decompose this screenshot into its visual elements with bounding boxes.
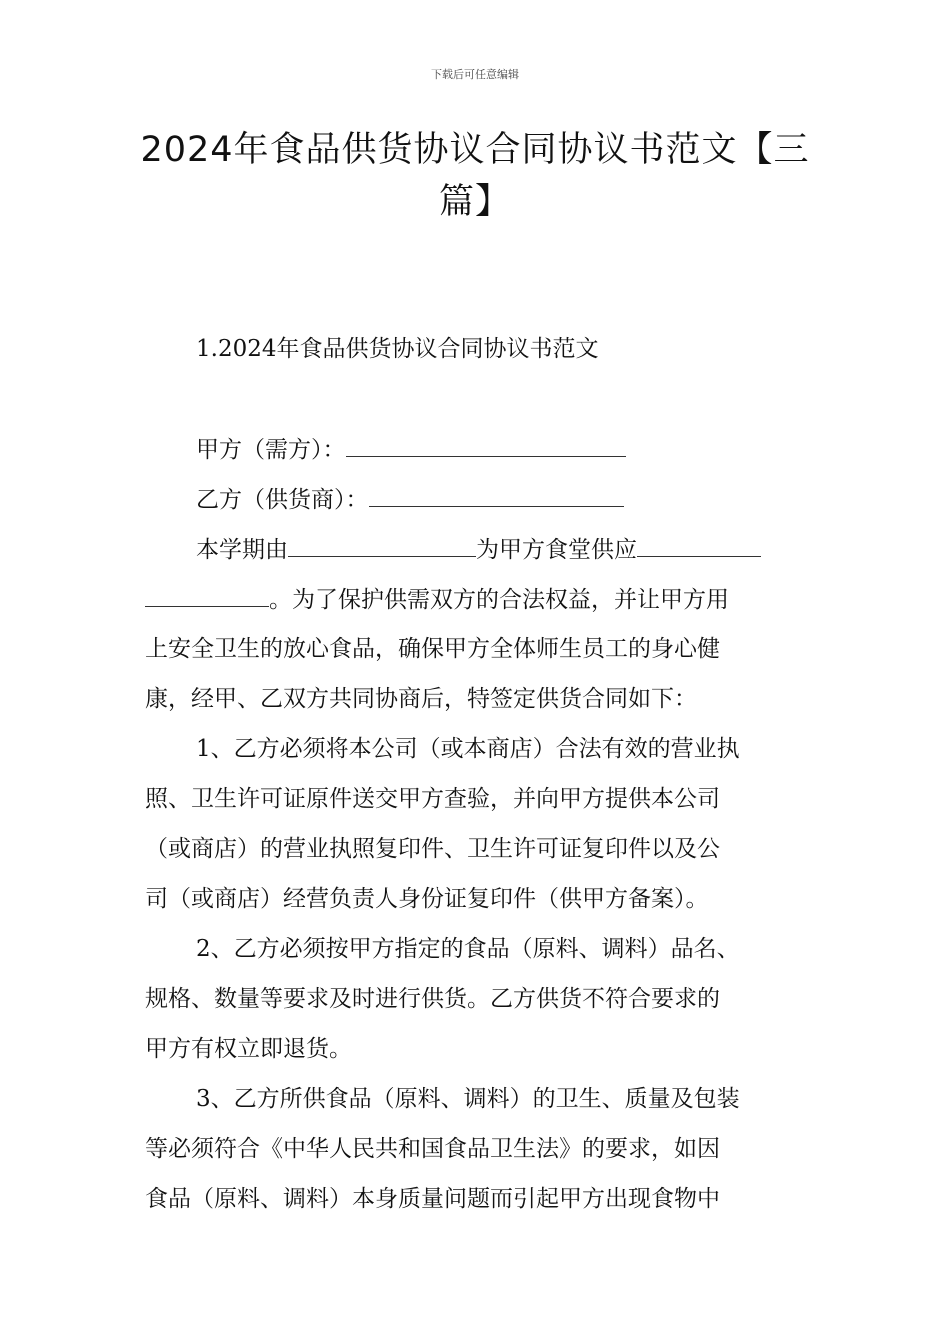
party-a-label: 甲方（需方）： bbox=[196, 437, 346, 463]
goods-blank-2 bbox=[145, 584, 269, 607]
supplier-blank bbox=[288, 534, 476, 557]
body-line-3: 康，经甲、乙双方共同协商后，特签定供货合同如下： bbox=[145, 686, 697, 712]
clause-1-line-4: 司（或商店）经营负责人身份证复印件（供甲方备案）。 bbox=[145, 886, 709, 912]
clause-1-line-2: 照、卫生许可证原件送交甲方查验，并向甲方提供本公司 bbox=[145, 786, 720, 812]
clause-2-line-2: 规格、数量等要求及时进行供货。乙方供货不符合要求的 bbox=[145, 986, 720, 1012]
party-a-line bbox=[196, 434, 856, 465]
body-text-1: 。为了保护供需双方的合法权益，并让甲方用 bbox=[269, 587, 729, 613]
section-title: 1.2024年食品供货协议合同协议书范文 bbox=[196, 336, 599, 362]
party-b-line bbox=[196, 484, 856, 515]
party-b-label: 乙方（供货商）： bbox=[196, 487, 369, 513]
title-line-1: 2024年食品供货协议合同协议书范文【三 bbox=[140, 130, 810, 170]
intro-line bbox=[196, 534, 808, 565]
clause-1-line-3: （或商店）的营业执照复印件、卫生许可证复印件以及公 bbox=[145, 836, 720, 862]
body-line-1 bbox=[145, 584, 805, 615]
party-b-blank bbox=[369, 484, 624, 507]
header-note: 下载后可任意编辑 bbox=[431, 68, 519, 81]
clause-2-line-3: 甲方有权立即退货。 bbox=[145, 1036, 352, 1062]
body-line-2: 上安全卫生的放心食品，确保甲方全体师生员工的身心健 bbox=[145, 636, 720, 662]
intro-part-2: 为甲方食堂供应 bbox=[476, 537, 637, 563]
clause-1-line-1: 1、乙方必须将本公司（或本商店）合法有效的营业执 bbox=[196, 736, 740, 762]
clause-2-line-1: 2、乙方必须按甲方指定的食品（原料、调料）品名、 bbox=[196, 936, 740, 962]
title-line-2: 篇】 bbox=[438, 182, 511, 222]
party-a-blank bbox=[346, 434, 626, 457]
clause-3-line-2: 等必须符合《中华人民共和国食品卫生法》的要求，如因 bbox=[145, 1136, 720, 1162]
intro-part-1: 本学期由 bbox=[196, 537, 288, 563]
clause-3-line-3: 食品（原料、调料）本身质量问题而引起甲方出现食物中 bbox=[145, 1186, 720, 1212]
clause-3-line-1: 3、乙方所供食品（原料、调料）的卫生、质量及包装 bbox=[196, 1086, 740, 1112]
document-title bbox=[110, 124, 840, 228]
goods-blank-1 bbox=[637, 534, 761, 557]
